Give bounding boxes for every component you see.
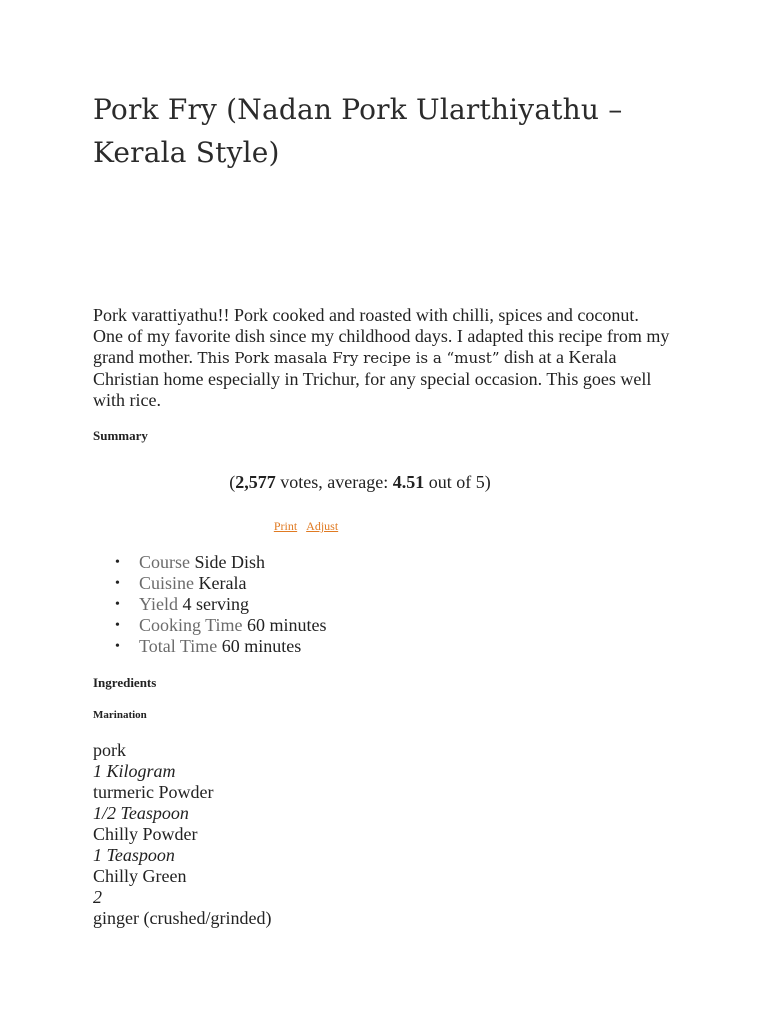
recipe-meta-list: [93, 552, 327, 657]
meta-cuisine: [93, 573, 327, 594]
meta-value: Side Dish: [190, 552, 266, 572]
rating-open: (: [229, 472, 236, 492]
rating-out-of: out of 5): [424, 472, 491, 492]
recipe-actions: [93, 519, 513, 534]
meta-label: Yield: [139, 594, 178, 614]
ingredient-name: pork: [93, 740, 126, 760]
meta-yield: [93, 594, 327, 615]
intro-text-2: This Pork masala Fry recipe is a “must”: [197, 349, 500, 367]
print-link[interactable]: Print: [273, 519, 298, 533]
adjust-link[interactable]: Adjust: [306, 519, 339, 533]
meta-label: Cuisine: [139, 573, 195, 593]
ingredient-quantity: 1 Kilogram: [93, 761, 176, 781]
rating-average: 4.51: [392, 472, 425, 492]
rating-votes-text: votes, average:: [275, 472, 393, 492]
rating-votes: 2,577: [235, 472, 276, 492]
recipe-title: Pork Fry (Nadan Pork Ularthiyathu – Kerala Style): [93, 93, 623, 169]
ingredients-heading: Ingredients: [93, 675, 157, 690]
meta-total-time: [93, 636, 327, 657]
ingredient-quantity: 1 Teaspoon: [93, 845, 175, 865]
marination-heading: Marination: [93, 709, 147, 721]
meta-value: 60 minutes: [242, 615, 327, 635]
intro-text-1: Pork varattiyathu!! Pork cooked and roasted with chilli, spices and coconut. One of my favorite dish since my childhood days. I adapted this recipe from my grand mother.: [93, 305, 670, 367]
meta-label: Cooking Time: [139, 615, 243, 635]
meta-label: Course: [139, 552, 190, 572]
ingredient-quantity: 1/2 Teaspoon: [93, 803, 189, 823]
ingredient-list: [93, 740, 271, 929]
meta-value: Kerala: [194, 573, 247, 593]
meta-label: Total Time: [139, 636, 218, 656]
meta-course: [93, 552, 327, 573]
recipe-intro: [93, 305, 673, 411]
ingredient-name: Chilly Powder: [93, 824, 198, 844]
ingredient-name: Chilly Green: [93, 866, 187, 886]
meta-cooking-time: [93, 615, 327, 636]
ingredient-quantity: 2: [93, 887, 102, 907]
intro-text-3: dish at a Kerala Christian home especially in Trichur, for any special occasion. This goes well with rice.: [93, 347, 652, 410]
meta-value: 4 serving: [178, 594, 249, 614]
ingredient-name: ginger (crushed/grinded): [93, 908, 272, 928]
summary-heading: Summary: [93, 428, 148, 443]
ingredient-name: turmeric Powder: [93, 782, 214, 802]
rating-summary: [93, 472, 627, 493]
meta-value: 60 minutes: [217, 636, 302, 656]
